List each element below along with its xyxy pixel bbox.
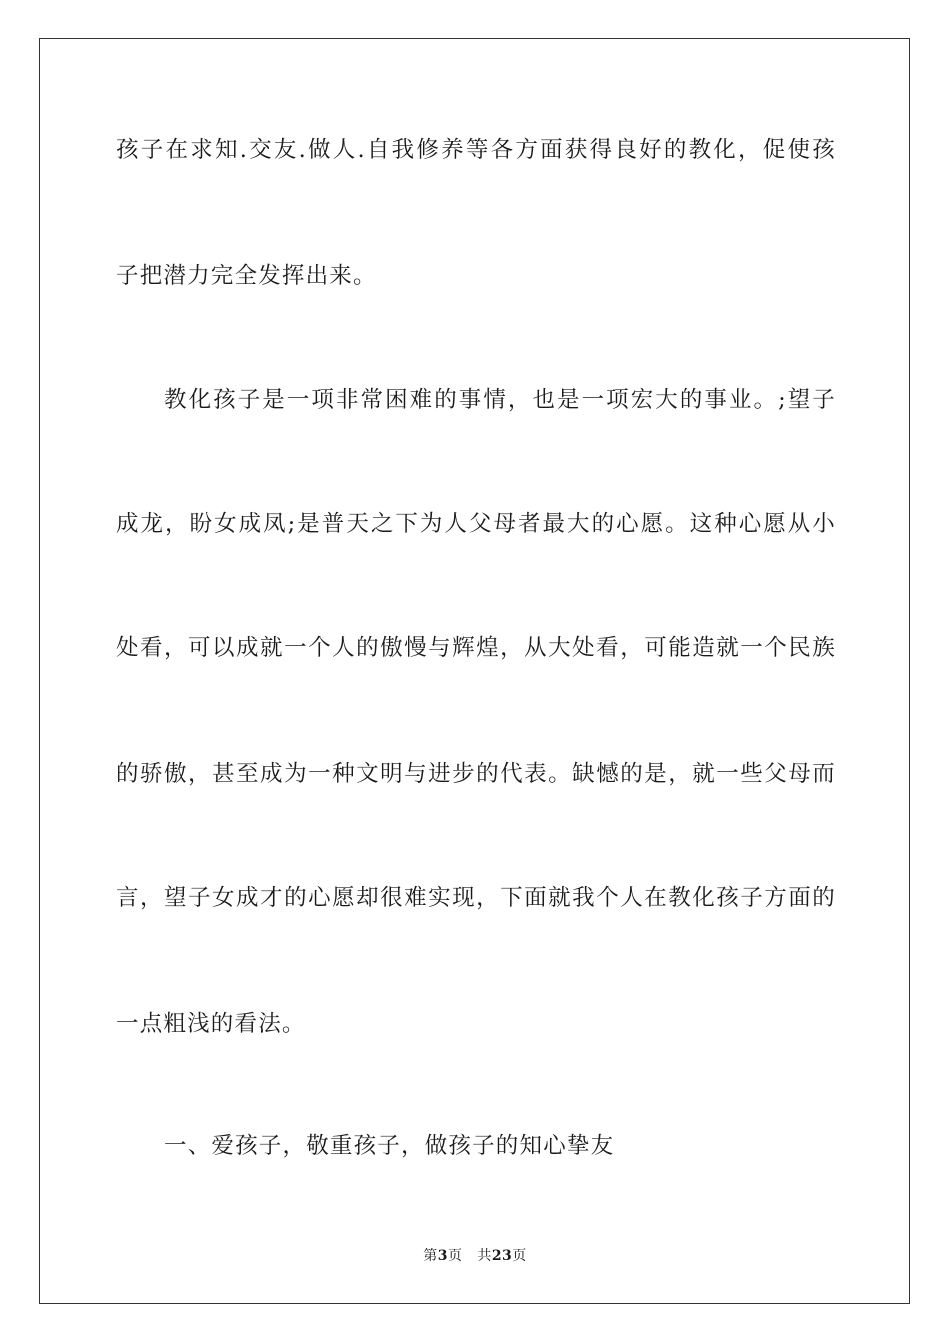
paragraph-line-8: 一点粗浅的看法。: [116, 1011, 306, 1037]
footer-total-unit: 页: [512, 1248, 527, 1264]
paragraph-line-5: 处看，可以成就一个人的傲慢与辉煌，从大处看，可能造就一个民族: [116, 635, 836, 661]
section-heading: 一、爱孩子，敬重孩子，做孩子的知心挚友: [164, 1133, 615, 1159]
paragraph-line-6: 的骄傲，甚至成为一种文明与进步的代表。缺憾的是，就一些父母而: [116, 761, 836, 787]
paragraph-line-1: 孩子在求知.交友.做人.自我修养等各方面获得良好的教化，促使孩: [116, 137, 836, 163]
current-page-number: 3: [437, 1248, 448, 1264]
paragraph-line-3: 教化孩子是一项非常困难的事情，也是一项宏大的事业。;望子: [164, 387, 836, 413]
footer-total-prefix: 共: [477, 1248, 492, 1264]
page-border: [39, 38, 910, 1304]
paragraph-line-4: 成龙，盼女成凤;是普天之下为人父母者最大的心愿。这种心愿从小: [116, 511, 836, 537]
paragraph-line-7: 言，望子女成才的心愿却很难实现，下面就我个人在教化孩子方面的: [116, 885, 836, 911]
total-pages-number: 23: [491, 1248, 513, 1264]
footer-prefix: 第: [423, 1248, 438, 1264]
paragraph-line-2: 子把潜力完全发挥出来。: [116, 263, 377, 289]
page-footer: [0, 1246, 950, 1266]
footer-page-unit: 页: [447, 1248, 463, 1264]
